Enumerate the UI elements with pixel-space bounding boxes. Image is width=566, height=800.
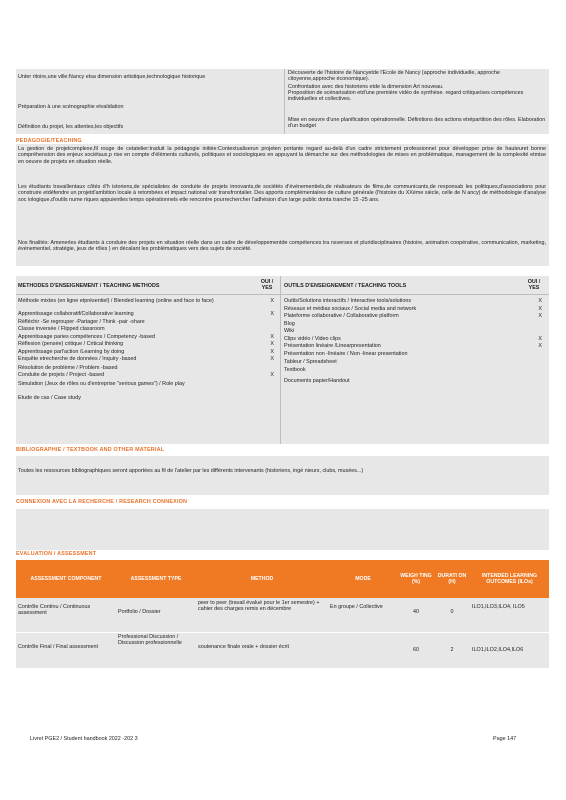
eval-row-2-weight: 60 (413, 647, 419, 653)
teaching-method-row (18, 365, 278, 371)
eval-row-1-ilos: ILO1,ILO3,ILO4, ILO5 (472, 604, 525, 610)
teaching-tool-label: Présentation linéaire /Linearpresentation (284, 343, 381, 349)
teaching-tool-label: Documents papier/Handout (284, 377, 350, 384)
connexion-title: CONNEXION AVEC LA RECHERCHE / RESEARCH CONNEXION (16, 499, 188, 505)
teaching-tool-label: Textbook (284, 366, 306, 373)
teaching-method-row (18, 349, 278, 355)
teaching-tool-row (284, 359, 546, 365)
methods-header-right: OUTILS D'ENSEIGNEMENT / TEACHING TOOLS (284, 283, 407, 289)
teaching-method-row (18, 372, 278, 378)
teaching-method-label: Simulation (Jeux de rôles ou d'entreprise "serious games") / Role play (18, 381, 185, 387)
eval-header-mode: MODE (328, 560, 398, 598)
teaching-tool-mark: X (538, 335, 542, 342)
teaching-method-label: Apprentissage paries compétences / Competency -based (18, 333, 155, 340)
teaching-method-mark: X (270, 341, 274, 347)
teaching-tool-row (284, 306, 546, 312)
evaluation-table (16, 560, 549, 668)
teaching-method-label: Apprentissage collaboratif/Collaborative learning (18, 311, 134, 317)
eval-row-2-ilos: ILO1,ILO2,ILO4,ILO6 (472, 647, 524, 653)
eval-row-1-duration: 0 (450, 609, 454, 615)
methods-table (16, 276, 549, 444)
teaching-method-row (18, 341, 278, 347)
pedagogie-title: PEDAGOGIE/TEACHING (16, 138, 82, 144)
biblio-text: Toutes les ressources bibliographiques seront apportées au fil de l'atelier par les différents intervenants (historiens, ingé nieurs, clubs, musées...) (18, 468, 364, 474)
teaching-tool-label: Tableur / Spreadsheet (284, 359, 337, 365)
teaching-method-mark: X (270, 372, 274, 378)
methods-header-left: METHODES D'ENSEIGNEMENT / TEACHING METHODS (18, 283, 160, 289)
teaching-tool-label: Blog (284, 320, 295, 327)
connexion-block (16, 509, 549, 550)
teaching-tool-row (284, 321, 546, 327)
eval-header-method: METHOD (196, 560, 328, 598)
eval-row-2-duration: 2 (450, 647, 454, 653)
pedagogie-paragraph-3: Nos finalités: Amenerles étudiants à conduire des projets en situation réelle dans un cadre de développementde compétences tra nsverses et pluridisciplinaires (histoire, animation coopérative, communication, marketing, événementiel, stratégie, jeux de rôles ) en décalant les problématiques vers des sujets de société. (18, 240, 546, 253)
pedagogie-paragraph-1: La gestion de projetcomplexe,fil rouge de cetatelier:traduit la pédagogie initiée:Contextualiserun projeten portante regard au-delà d'un cadre strictement professionnel pour développer prise de hauteuret bonne compréhension des enjeux sociétaux,p rise en compte d'éléments culturels, politiques et sociologiques en appuyant la démarche sur des méthodologies de mises en problématique, management de la complexité etmise en oeuvre de projets en situation réelle. (18, 146, 546, 165)
teaching-tool-label: Clips vidéo / Video clips (284, 335, 341, 342)
teaching-tool-row (284, 336, 546, 342)
eval-row-1-weight: 40 (413, 609, 419, 615)
teaching-method-mark: X (270, 348, 274, 355)
eval-row-2-method: soutenance finale orale + dossier écrit (198, 644, 289, 650)
eval-row-2 (16, 633, 549, 668)
eval-row-1-component: Contrôle Continu / Continuous assessment (18, 604, 91, 617)
methods-header-oui-left: OUI / YES (260, 279, 274, 292)
teaching-method-row (18, 395, 278, 401)
eval-header-component: ASSESSMENT COMPONENT (16, 560, 116, 598)
teaching-method-row (18, 381, 278, 387)
teaching-tool-row (284, 298, 546, 304)
teaching-method-label: Méthode mixtes (en ligne etprésentiel) / Blended learning (online and face to face) (18, 298, 214, 304)
objective-left-3: Définition du projet, les attentes,les objectifs (18, 124, 124, 130)
teaching-method-label: Enquête etrecherche de données / Inquiry -based (18, 356, 137, 362)
objective-left-1: Unter ritoire,une ville:Nancy etsa dimension artistique,technologique historique (18, 74, 206, 80)
objective-right-2: Confrontation avec des historiens etde la dimension Art nouveau. (288, 84, 444, 90)
eval-row-1-type: Portfolio / Dossier (118, 609, 161, 615)
teaching-tool-row (284, 367, 546, 373)
pedagogie-block (16, 144, 549, 266)
biblio-title: BIBLIOGRAPHIE / TEXTBOOK AND OTHER MATERIAL (16, 447, 165, 453)
eval-row-1 (16, 598, 549, 632)
teaching-tool-label: Plateforme collaborative / Collaborative platform (284, 313, 399, 319)
eval-row-2-type: Professional Discussion / Discussion professionnelle (118, 634, 182, 647)
teaching-method-label: Apprentissage parl'action /Learning by doing (18, 348, 125, 355)
teaching-tool-row (284, 378, 546, 384)
teaching-tool-row (284, 343, 546, 349)
teaching-method-mark: X (270, 311, 274, 317)
objective-right-3: Proposition de scénarisation etd'une première vidéo de synthèse. regard critique/ses compétences individuelles et collectives. (288, 90, 524, 103)
teaching-tool-label: Réseaux et médias sociaux / Social media and network (284, 305, 417, 312)
teaching-method-row (18, 311, 278, 317)
eval-header-type: ASSESSMENT TYPE (116, 560, 196, 598)
teaching-method-row (18, 334, 278, 340)
teaching-method-label: Classe inversée / Flipped classroom (18, 326, 105, 332)
footer-left: Livret PGE2 / Student handbook 2022 -202 3 (30, 736, 138, 742)
eval-row-1-method: peer to peer (travail évalué pour le 1er semestre) + cahier des charges remis en décembre (198, 600, 320, 613)
teaching-tool-mark: X (538, 313, 542, 319)
biblio-block (16, 456, 549, 495)
teaching-tool-row (284, 328, 546, 334)
teaching-method-row (18, 319, 278, 325)
objective-right-1: Découverte de l'histoire de Nancyetde l'Ecole de Nancy (approche individuelle, approche citoyenne,approche économique). (288, 70, 500, 83)
footer-page-number: Page 147 (493, 736, 517, 742)
teaching-tool-row (284, 313, 546, 319)
methods-header-oui-right: OUI / YES (527, 279, 541, 292)
teaching-method-row (18, 356, 278, 362)
teaching-tool-label: Wiki (284, 328, 295, 334)
objective-right-4: Mise en oeuvre d'une planification opérationnelle. Définitions des actions etrépartition des rôles. Elaboration d'un budget (288, 117, 546, 130)
teaching-tool-mark: X (538, 305, 542, 312)
eval-header-duration: DURATI ON (H) (434, 560, 470, 598)
teaching-method-label: Résolution de problème / Problem -based (18, 364, 118, 371)
eval-row-1-mode: En groupe / Collective (330, 604, 383, 610)
teaching-method-label: Réfléchir -Se regrouper -Partager / Think -pair -share (18, 318, 145, 325)
teaching-method-label: Réflexion (pensée) critique / Critical thinking (18, 341, 124, 347)
teaching-tool-mark: X (538, 343, 542, 349)
teaching-tool-label: Outils/Solutions interactifs / Interactive tools/solutions (284, 298, 412, 304)
eval-header-ilos: INTENDED LEARNING OUTCOMES (ILOs) (470, 560, 549, 598)
teaching-tool-row (284, 351, 546, 357)
teaching-method-label: Etude de cas / Case study (18, 395, 81, 401)
teaching-tool-mark: X (538, 298, 542, 304)
teaching-method-mark: X (270, 333, 274, 340)
pedagogie-paragraph-2: Les étudiants travaillentaux côtés d'h istoriens,de spécialistes de conduite de projets innovants,de sociétés d'événementiels,de réalisateurs de films,de communicants,de responsab les politiques,d'associations pour construire etdéfendre un projetd'ambition locale à retombées et impact national voir transfrontalier. Des apports complémentaires de culture générale (l'histoire du XXème siècle, celle de N ancy) de méthodologie d'analyse soc iologique,d'outils nume riques appuientles temps opérationnels etle rencontre pourrechercher l'adhésion d'un large public donta tranche 15 -25 ans. (18, 184, 546, 203)
eval-row-2-component: Contrôle Final / Final assessment (18, 644, 98, 650)
evaluation-title: EVALUATION / ASSESSMENT (16, 551, 97, 557)
teaching-method-mark: X (270, 298, 274, 304)
teaching-method-label: Conduite de projets / Project -based (18, 372, 105, 378)
eval-header-weighting: WEIGH TING (%) (398, 560, 434, 598)
teaching-method-row (18, 298, 278, 304)
objectives-block (16, 69, 549, 134)
objective-left-2: Préparation à une scénographie etvalidation (18, 104, 124, 110)
teaching-tool-label: Présentation non -linéaire / Non -linear presentation (284, 350, 408, 357)
teaching-method-mark: X (270, 356, 274, 362)
teaching-method-row (18, 326, 278, 332)
